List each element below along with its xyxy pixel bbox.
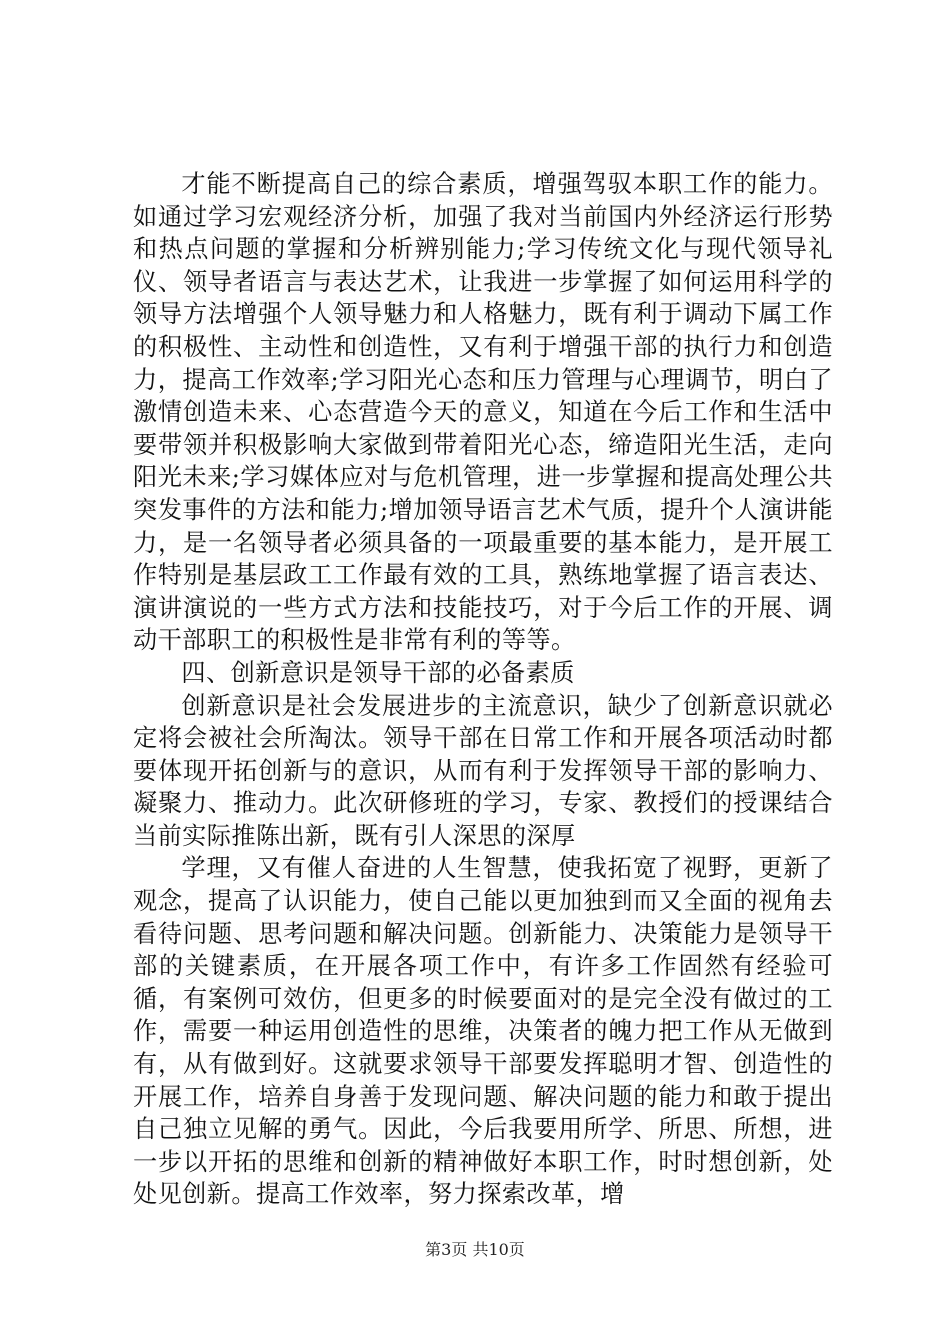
document-body: [133, 168, 833, 1211]
paragraph-3: 学理，又有催人奋进的人生智慧，使我拓宽了视野，更新了观念，提高了认识能力，使自己能以更加独到而又全面的视角去看待问题、思考问题和解决问题。创新能力、决策能力是领导干部的关键素质，在开展各项工作中，有许多工作固然有经验可循，有案例可效仿，但更多的时候要面对的是完全没有做过的工作，需要一种运用创造性的思维，决策者的魄力把工作从无做到有，从有做到好。这就要求领导干部要发挥聪明才智、创造性的开展工作，培养自身善于发现问题、解决问题的能力和敢于提出自己独立见解的勇气。因此，今后我要用所学、所思、所想，进一步以开拓的思维和创新的精神做好本职工作，时时想创新，处处见创新。提高工作效率，努力探索改革，增: [133, 854, 833, 1209]
paragraph-1: 才能不断提高自己的综合素质，增强驾驭本职工作的能力。如通过学习宏观经济分析，加强了我对当前国内外经济运行形势和热点问题的掌握和分析辨别能力;学习传统文化与现代领导礼仪、领导者语言与表达艺术，让我进一步掌握了如何运用科学的领导方法增强个人领导魅力和人格魅力，既有利于调动下属工作的积极性、主动性和创造性，又有利于增强干部的执行力和创造力，提高工作效率;学习阳光心态和压力管理与心理调节，明白了激情创造未来、心态营造今天的意义，知道在今后工作和生活中要带领并积极影响大家做到带着阳光心态，缔造阳光生活，走向阳光未来;学习媒体应对与危机管理，进一步掌握和提高处理公共突发事件的方法和能力;增加领导语言艺术气质，提升个人演讲能力，是一名领导者必须具备的一项最重要的基本能力，是开展工作特别是基层政工工作最有效的工具，熟练地掌握了语言表达、演讲演说的一些方式方法和技能技巧，对于今后工作的开展、调动干部职工的积极性是非常有利的等等。: [133, 170, 833, 655]
paragraph-2: 创新意识是社会发展进步的主流意识，缺少了创新意识就必定将会被社会所淘汰。领导干部在日常工作和开展各项活动时都要体现开拓创新与的意识，从而有利于发挥领导干部的影响力、凝聚力、推动力。此次研修班的学习，专家、教授们的授课结合当前实际推陈出新，既有引人深思的深厚: [133, 691, 833, 850]
page-number: 第3页 共10页: [425, 1240, 525, 1259]
section-heading: 四、创新意识是领导干部的必备素质: [181, 658, 575, 687]
